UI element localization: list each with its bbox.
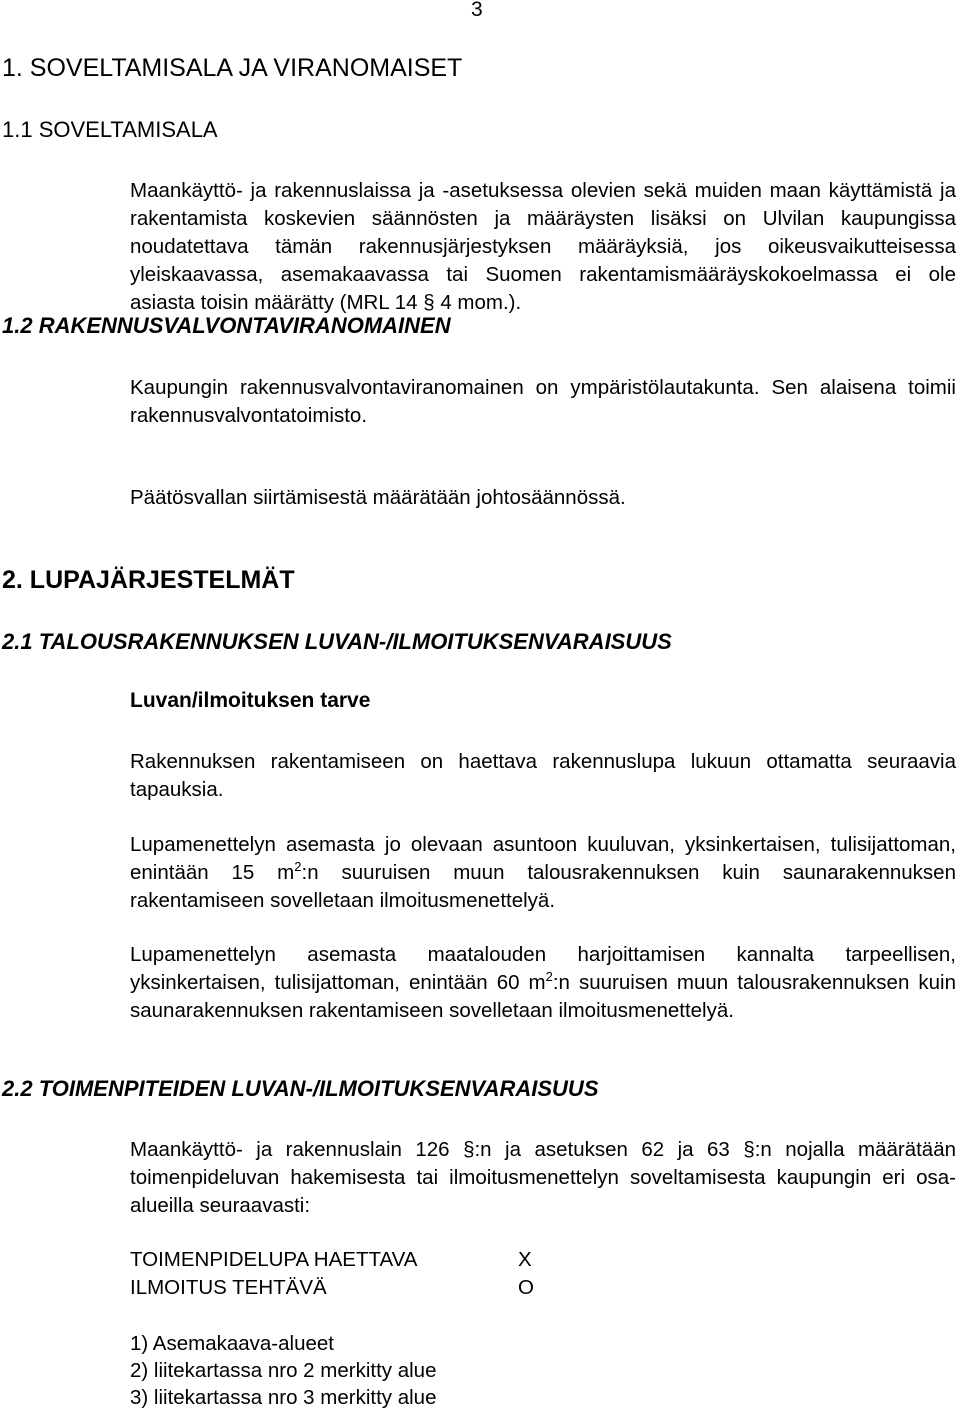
section-1-1-paragraph xyxy=(130,177,956,317)
section-sign: § xyxy=(463,1138,475,1161)
area-list-item: 3) liitekartassa nro 3 merkitty alue xyxy=(130,1386,437,1409)
page-number: 3 xyxy=(471,0,483,21)
section-2-1-subheading: Luvan/ilmoituksen tarve xyxy=(130,689,371,712)
section-sign: § xyxy=(423,291,435,314)
section-1-2-paragraph-1: Kaupungin rakennusvalvontaviranomainen on ympäristölautakunta. Sen alaisena toimii rakennusvalvontatoimisto. xyxy=(130,376,956,427)
section-2-2-heading: 2.2 TOIMENPITEIDEN LUVAN-/ILMOITUKSENVARAISUUS xyxy=(2,1076,599,1101)
section-2-1-paragraph-2-end: :n suuruisen muun talousrakennuksen kuin saunarakennuksen rakentamiseen sovelletaan ilmoitusmenettelyä. xyxy=(130,861,956,912)
section-1-heading: 1. SOVELTAMISALA JA VIRANOMAISET xyxy=(2,54,463,82)
section-2-heading: 2. LUPAJÄRJESTELMÄT xyxy=(2,566,295,594)
section-2-1-paragraph-3-end: :n suuruisen muun talousrakennuksen kuin saunarakennuksen rakentamiseen sovelletaan ilmoitusmenettelyä. xyxy=(130,971,956,1022)
legend-row xyxy=(130,1274,534,1302)
area-list-item: 1) Asemakaava-alueet xyxy=(130,1332,334,1355)
section-2-1-heading: 2.1 TALOUSRAKENNUKSEN LUVAN-/ILMOITUKSENVARAISUUS xyxy=(2,629,672,654)
legend-mark: X xyxy=(518,1248,532,1271)
section-2-1-paragraph-3 xyxy=(130,941,956,1025)
section-2-2-paragraph-end: :n nojalla määrätään toimenpideluvan hakemisesta tai ilmoitusmenettelyn soveltamisesta kaupungin eri osa-alueilla seuraavasti: xyxy=(130,1138,957,1217)
section-1-2-paragraph-2: Päätösvallan siirtämisestä määrätään johtosäännössä. xyxy=(130,486,626,509)
section-1-2-heading: 1.2 RAKENNUSVALVONTAVIRANOMAINEN xyxy=(2,313,451,338)
section-sign: § xyxy=(743,1138,755,1161)
superscript-2: 2 xyxy=(294,859,302,875)
section-2-2-paragraph-mid: :n ja asetuksen 62 ja 63 xyxy=(474,1138,730,1161)
section-2-1-paragraph-2 xyxy=(130,831,956,915)
section-2-1-paragraph-1: Rakennuksen rakentamiseen on haettava rakennuslupa lukuun ottamatta seuraavia tapauksia. xyxy=(130,750,956,801)
section-1-1-paragraph-text: Maankäyttö- ja rakennuslaissa ja -asetuksessa olevien sekä muiden maan käyttämistä ja rakentamista koskevien säännösten ja määräysten lisäksi on Ulvilan kaupungissa noudatettava tämän rakennusjärjestyksen määräyksiä, jos oikeusvaikutteisessa yleiskaavassa, asemakaavassa tai Suomen rakentamismääräyskokoelmassa ei ole asiasta toisin määrätty (MRL 14 xyxy=(130,179,956,314)
legend-label: ILMOITUS TEHTÄVÄ xyxy=(130,1276,327,1299)
section-2-1-paragraph-2-start: Lupamenettelyn asemasta jo olevaan asuntoon kuuluvan, yksinkertaisen, tulisijattoman, enintään 15 m xyxy=(130,833,956,884)
legend-row xyxy=(130,1246,532,1274)
legend-mark: O xyxy=(518,1276,534,1299)
section-2-2-paragraph xyxy=(130,1136,956,1220)
area-list-item: 2) liitekartassa nro 2 merkitty alue xyxy=(130,1359,437,1382)
superscript-2: 2 xyxy=(545,969,553,985)
section-1-1-heading: 1.1 SOVELTAMISALA xyxy=(2,117,218,142)
legend-label: TOIMENPIDELUPA HAETTAVA xyxy=(130,1248,418,1271)
section-1-1-paragraph-end: 4 mom.). xyxy=(440,291,522,314)
section-2-1-paragraph-3-start: Lupamenettelyn asemasta maatalouden harjoittamisen kannalta tarpeellisen, yksinkertaisen, tulisijattoman, enintään 60 m xyxy=(130,943,956,994)
section-2-2-paragraph-start: Maankäyttö- ja rakennuslain 126 xyxy=(130,1138,450,1161)
